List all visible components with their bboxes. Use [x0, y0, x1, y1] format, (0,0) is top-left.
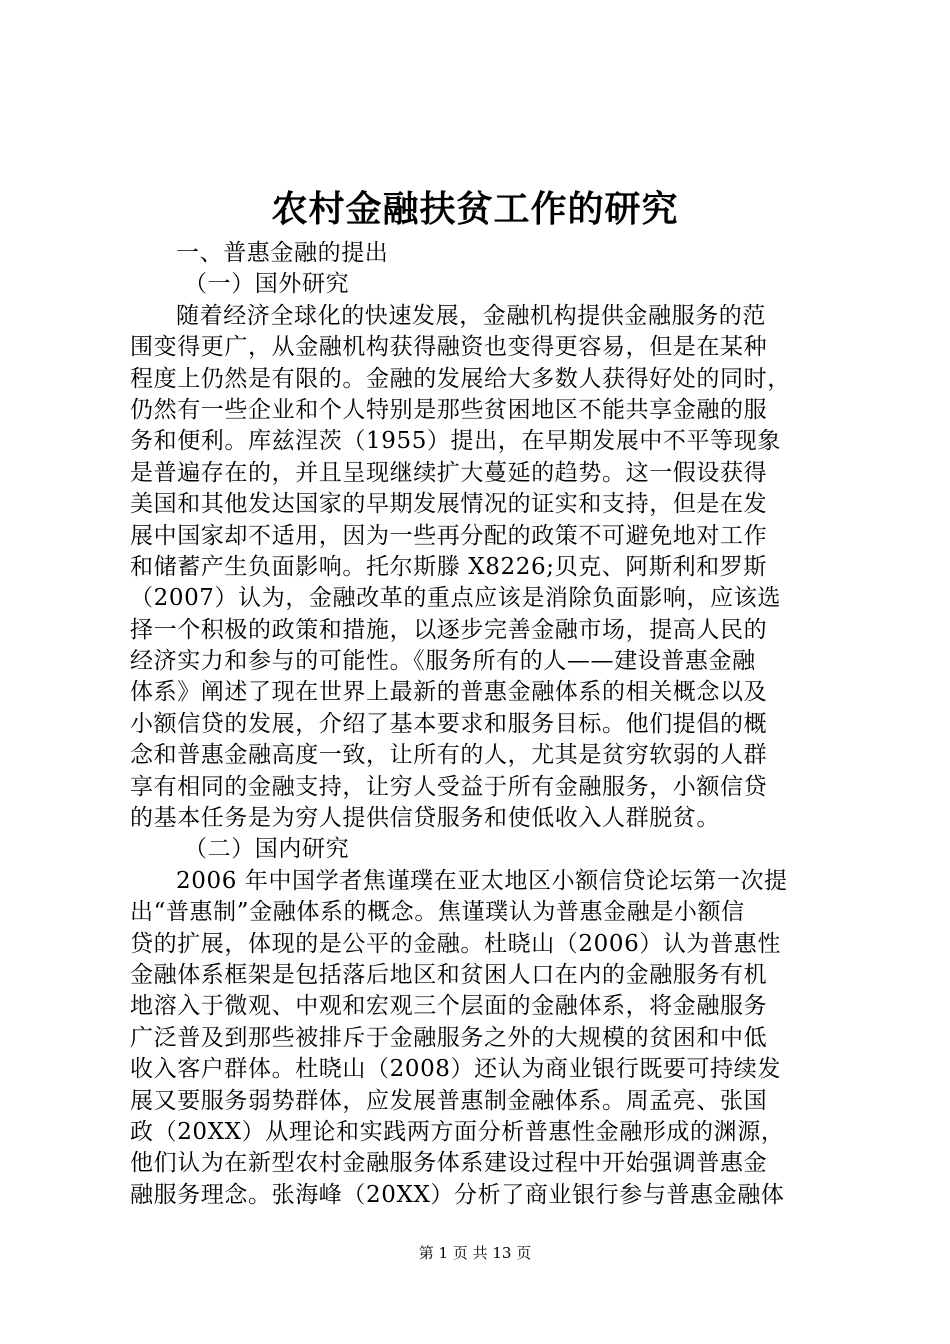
paragraph-line: 体系》阐述了现在世界上最新的普惠金融体系的相关概念以及: [130, 679, 768, 706]
paragraph-line: 他们认为在新型农村金融服务体系建设过程中开始强调普惠金: [130, 1150, 768, 1177]
paragraph-line: 地溶入于微观、中观和宏观三个层面的金融体系，将金融服务: [130, 993, 768, 1020]
paragraph-line: 收入客户群体。杜晓山（2008）还认为商业银行既要可持续发: [130, 1056, 781, 1083]
paragraph-line: 仍然有一些企业和个人特别是那些贫困地区不能共享金融的服: [130, 396, 768, 423]
paragraph-line: 随着经济全球化的快速发展，金融机构提供金融服务的范: [176, 302, 766, 329]
paragraph-line: 贷的扩展，体现的是公平的金融。杜晓山（2006）认为普惠性: [130, 930, 781, 957]
paragraph-line: 和储蓄产生负面影响。托尔斯滕 X8226;贝克、阿斯利和罗斯: [130, 553, 767, 580]
paragraph-line: 围变得更广，从金融机构获得融资也变得更容易，但是在某种: [130, 334, 768, 361]
paragraph-line: 小额信贷的发展，介绍了基本要求和服务目标。他们提倡的概: [130, 710, 768, 737]
paragraph-line: 出“普惠制”金融体系的概念。焦谨璞认为普惠金融是小额信: [130, 899, 745, 926]
document-body: [130, 238, 840, 1211]
paragraph-line: 政（20XX）从理论和实践两方面分析普惠性金融形成的渊源，: [130, 1118, 785, 1145]
subsection-heading-foreign: （一）国外研究: [184, 271, 350, 298]
section-heading-1: 一、普惠金融的提出: [176, 240, 389, 266]
document-title: 农村金融扶贫工作的研究: [271, 188, 679, 230]
paragraph-line: 经济实力和参与的可能性。《服务所有的人——建设普惠金融: [130, 648, 756, 675]
paragraph-line: 金融体系框架是包括落后地区和贫困人口在内的金融服务有机: [130, 961, 768, 988]
paragraph-line: 享有相同的金融支持，让穷人受益于所有金融服务，小额信贷: [130, 773, 768, 800]
paragraph-line: 展中国家却不适用，因为一些再分配的政策不可避免地对工作: [130, 522, 768, 549]
paragraph-line: 展又要服务弱势群体，应发展普惠制金融体系。周孟亮、张国: [130, 1087, 768, 1114]
paragraph-line: 是普遍存在的，并且呈现继续扩大蔓延的趋势。这一假设获得: [130, 459, 768, 486]
paragraph-line: 念和普惠金融高度一致，让所有的人，尤其是贫穷软弱的人群: [130, 742, 768, 769]
paragraph-line: 广泛普及到那些被排斥于金融服务之外的大规模的贫困和中低: [130, 1024, 768, 1051]
paragraph-line: （2007）认为，金融改革的重点应该是消除负面影响，应该选: [130, 585, 781, 612]
paragraph-line: 2006 年中国学者焦谨璞在亚太地区小额信贷论坛第一次提: [176, 867, 788, 894]
paragraph-line: 择一个积极的政策和措施，以逐步完善金融市场，提高人民的: [130, 616, 768, 643]
page-footer: 第 1 页 共 13 页: [418, 1244, 532, 1262]
subsection-heading-domestic: （二）国内研究: [184, 836, 350, 863]
paragraph-line: 融服务理念。张海峰（20XX）分析了商业银行参与普惠金融体: [130, 1181, 785, 1208]
paragraph-line: 务和便利。库兹涅茨（1955）提出，在早期发展中不平等现象: [130, 428, 781, 455]
paragraph-line: 的基本任务是为穷人提供信贷服务和使低收入人群脱贫。: [130, 805, 720, 832]
paragraph-line: 美国和其他发达国家的早期发展情况的证实和支持，但是在发: [130, 491, 768, 518]
paragraph-line: 程度上仍然是有限的。金融的发展给大多数人获得好处的同时，: [130, 365, 791, 392]
